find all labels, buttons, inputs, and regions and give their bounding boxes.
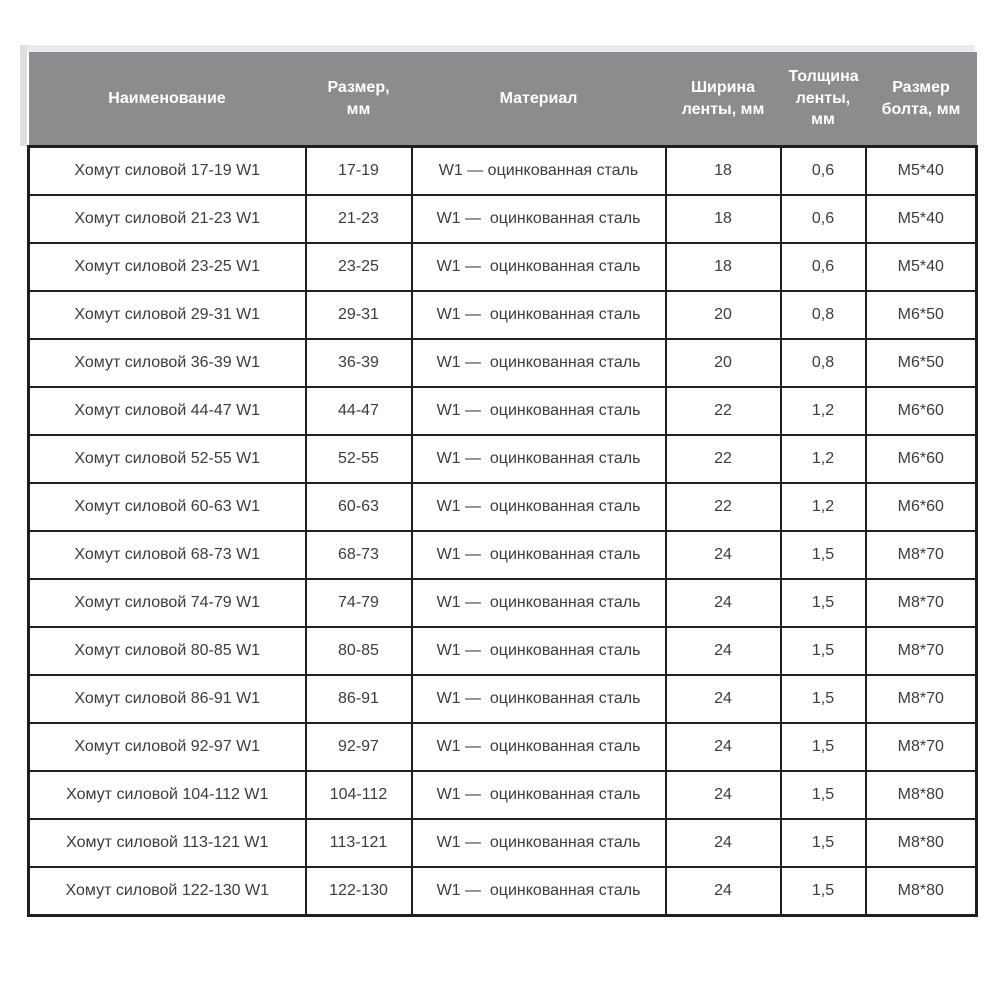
column-header-bolt-size: Размер болта, мм: [866, 52, 977, 147]
cell-name: Хомут силовой 122-130 W1: [29, 867, 306, 916]
cell-bolt-size: M6*60: [866, 387, 977, 435]
cell-bolt-size: M5*40: [866, 195, 977, 243]
cell-name: Хомут силовой 17-19 W1: [29, 147, 306, 196]
cell-name: Хомут силовой 44-47 W1: [29, 387, 306, 435]
cell-material: W1 — оцинкованная сталь: [412, 723, 666, 771]
cell-material: W1 — оцинкованная сталь: [412, 147, 666, 196]
cell-bolt-size: M8*80: [866, 819, 977, 867]
header-highlight-top: [20, 45, 975, 52]
cell-bolt-size: M5*40: [866, 243, 977, 291]
cell-size: 68-73: [306, 531, 412, 579]
column-header-size: Размер, мм: [306, 52, 412, 147]
cell-band-thickness: 1,2: [781, 483, 866, 531]
table-header: [29, 52, 977, 147]
cell-name: Хомут силовой 36-39 W1: [29, 339, 306, 387]
cell-band-thickness: 1,5: [781, 531, 866, 579]
cell-material: W1 — оцинкованная сталь: [412, 339, 666, 387]
cell-band-thickness: 1,5: [781, 819, 866, 867]
cell-material: W1 — оцинкованная сталь: [412, 531, 666, 579]
cell-name: Хомут силовой 92-97 W1: [29, 723, 306, 771]
cell-name: Хомут силовой 74-79 W1: [29, 579, 306, 627]
cell-name: Хомут силовой 68-73 W1: [29, 531, 306, 579]
cell-band-thickness: 0,6: [781, 195, 866, 243]
cell-band-thickness: 0,6: [781, 147, 866, 196]
header-row: [29, 52, 977, 147]
cell-material: W1 — оцинкованная сталь: [412, 579, 666, 627]
cell-band-width: 24: [666, 819, 781, 867]
cell-name: Хомут силовой 23-25 W1: [29, 243, 306, 291]
cell-material: W1 — оцинкованная сталь: [412, 195, 666, 243]
cell-material: W1 — оцинкованная сталь: [412, 771, 666, 819]
cell-bolt-size: M8*80: [866, 771, 977, 819]
cell-bolt-size: M6*50: [866, 291, 977, 339]
column-header-band-width: Ширина ленты, мм: [666, 52, 781, 147]
cell-band-width: 24: [666, 867, 781, 916]
cell-material: W1 — оцинкованная сталь: [412, 675, 666, 723]
cell-band-width: 22: [666, 483, 781, 531]
cell-band-width: 24: [666, 771, 781, 819]
header-highlight-left: [20, 45, 27, 146]
cell-name: Хомут силовой 60-63 W1: [29, 483, 306, 531]
table-row: [29, 387, 977, 435]
cell-size: 36-39: [306, 339, 412, 387]
cell-size: 92-97: [306, 723, 412, 771]
table-row: [29, 771, 977, 819]
table-row: [29, 867, 977, 916]
cell-name: Хомут силовой 21-23 W1: [29, 195, 306, 243]
cell-material: W1 — оцинкованная сталь: [412, 435, 666, 483]
cell-bolt-size: M6*50: [866, 339, 977, 387]
cell-band-width: 24: [666, 675, 781, 723]
table-row: [29, 291, 977, 339]
cell-material: W1 — оцинкованная сталь: [412, 243, 666, 291]
cell-band-thickness: 1,5: [781, 675, 866, 723]
cell-band-thickness: 0,8: [781, 291, 866, 339]
cell-name: Хомут силовой 113-121 W1: [29, 819, 306, 867]
cell-bolt-size: M8*70: [866, 627, 977, 675]
table-row: [29, 435, 977, 483]
table-body: [29, 147, 977, 916]
cell-band-width: 18: [666, 147, 781, 196]
cell-band-width: 24: [666, 723, 781, 771]
cell-bolt-size: M8*70: [866, 675, 977, 723]
table-row: [29, 675, 977, 723]
cell-band-thickness: 0,8: [781, 339, 866, 387]
cell-name: Хомут силовой 104-112 W1: [29, 771, 306, 819]
cell-band-thickness: 1,5: [781, 579, 866, 627]
cell-bolt-size: M8*70: [866, 723, 977, 771]
cell-size: 17-19: [306, 147, 412, 196]
cell-bolt-size: M8*70: [866, 531, 977, 579]
cell-material: W1 — оцинкованная сталь: [412, 483, 666, 531]
table-row: [29, 531, 977, 579]
table-row: [29, 483, 977, 531]
cell-size: 86-91: [306, 675, 412, 723]
cell-name: Хомут силовой 80-85 W1: [29, 627, 306, 675]
table-row: [29, 243, 977, 291]
cell-size: 80-85: [306, 627, 412, 675]
clamps-spec-table: [27, 52, 978, 917]
column-header-band-thickness: Толщина ленты, мм: [781, 52, 866, 147]
cell-band-width: 24: [666, 531, 781, 579]
cell-band-width: 24: [666, 579, 781, 627]
table-row: [29, 195, 977, 243]
column-header-name: Наименование: [29, 52, 306, 147]
cell-name: Хомут силовой 52-55 W1: [29, 435, 306, 483]
cell-band-width: 22: [666, 387, 781, 435]
cell-size: 60-63: [306, 483, 412, 531]
column-header-material: Материал: [412, 52, 666, 147]
cell-material: W1 — оцинкованная сталь: [412, 867, 666, 916]
cell-name: Хомут силовой 86-91 W1: [29, 675, 306, 723]
cell-size: 29-31: [306, 291, 412, 339]
table-row: [29, 579, 977, 627]
cell-size: 21-23: [306, 195, 412, 243]
cell-size: 74-79: [306, 579, 412, 627]
cell-band-thickness: 0,6: [781, 243, 866, 291]
cell-size: 23-25: [306, 243, 412, 291]
cell-size: 122-130: [306, 867, 412, 916]
cell-band-thickness: 1,5: [781, 627, 866, 675]
table-row: [29, 627, 977, 675]
cell-band-thickness: 1,5: [781, 867, 866, 916]
cell-size: 113-121: [306, 819, 412, 867]
cell-bolt-size: M6*60: [866, 435, 977, 483]
cell-material: W1 — оцинкованная сталь: [412, 627, 666, 675]
cell-band-thickness: 1,2: [781, 435, 866, 483]
cell-band-width: 20: [666, 291, 781, 339]
cell-band-width: 18: [666, 195, 781, 243]
cell-size: 44-47: [306, 387, 412, 435]
cell-material: W1 — оцинкованная сталь: [412, 387, 666, 435]
cell-name: Хомут силовой 29-31 W1: [29, 291, 306, 339]
cell-size: 52-55: [306, 435, 412, 483]
table-row: [29, 819, 977, 867]
cell-band-width: 22: [666, 435, 781, 483]
table-row: [29, 339, 977, 387]
cell-band-thickness: 1,2: [781, 387, 866, 435]
cell-material: W1 — оцинкованная сталь: [412, 291, 666, 339]
cell-bolt-size: M5*40: [866, 147, 977, 196]
cell-bolt-size: M6*60: [866, 483, 977, 531]
cell-bolt-size: M8*70: [866, 579, 977, 627]
table-row: [29, 147, 977, 196]
cell-band-width: 24: [666, 627, 781, 675]
cell-material: W1 — оцинкованная сталь: [412, 819, 666, 867]
cell-band-width: 18: [666, 243, 781, 291]
cell-band-thickness: 1,5: [781, 771, 866, 819]
cell-band-width: 20: [666, 339, 781, 387]
table-row: [29, 723, 977, 771]
cell-size: 104-112: [306, 771, 412, 819]
cell-band-thickness: 1,5: [781, 723, 866, 771]
cell-bolt-size: M8*80: [866, 867, 977, 916]
